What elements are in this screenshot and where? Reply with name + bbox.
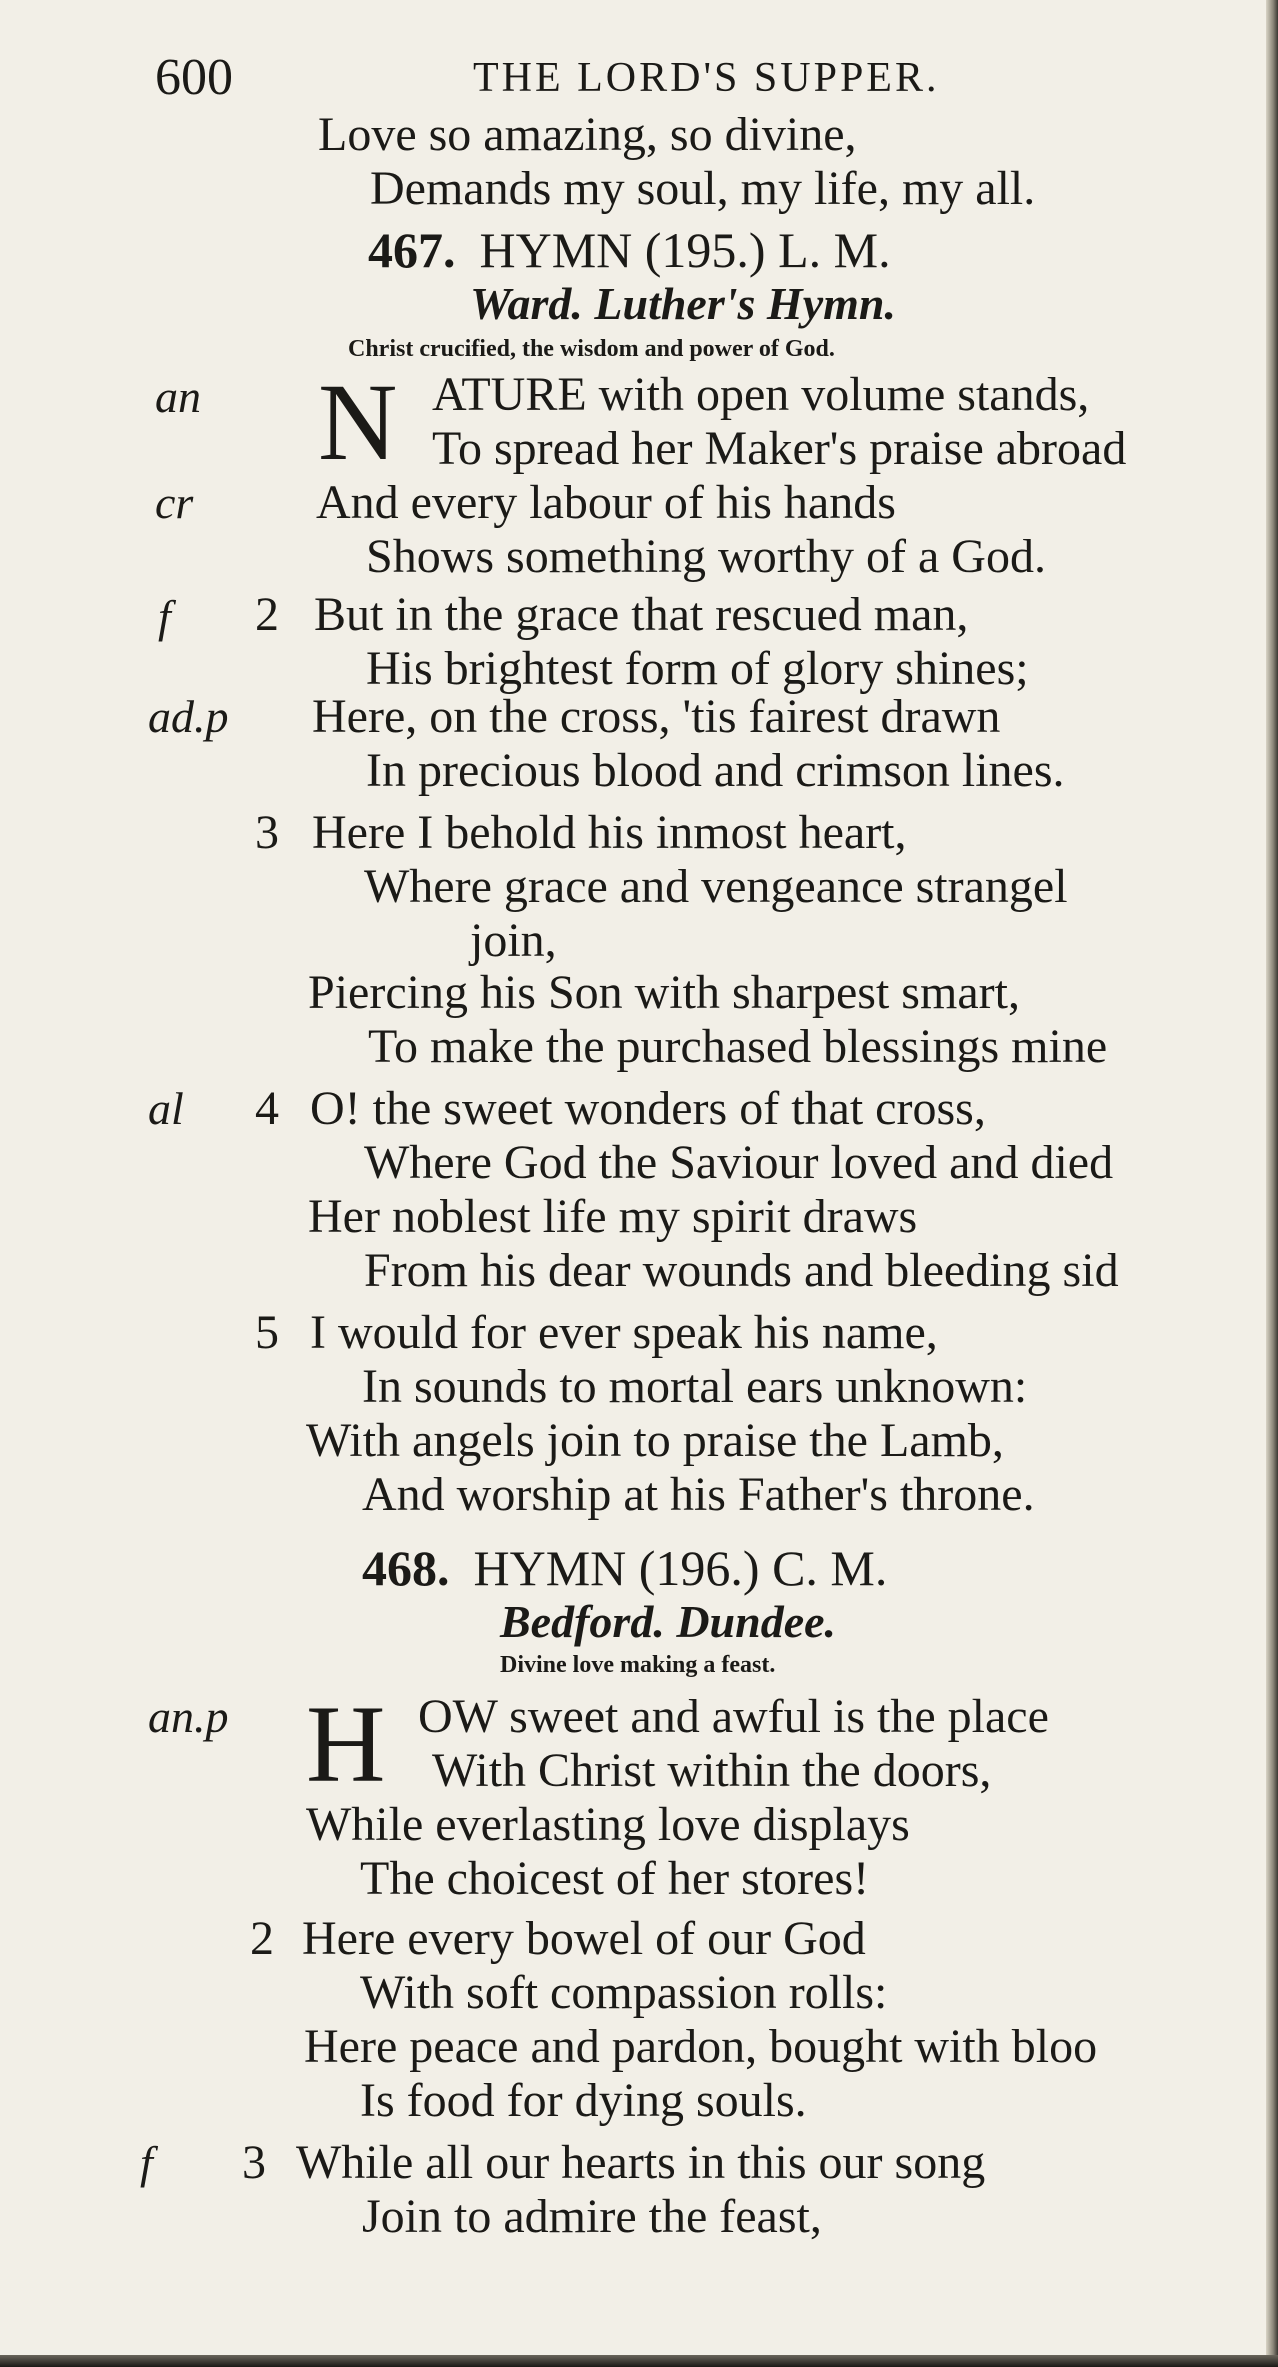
- hymn-467-line-11: join,: [470, 914, 557, 967]
- hymn-467-line-6: His brightest form of glory shines;: [366, 642, 1029, 695]
- hymn-468-line-8: Is food for dying souls.: [360, 2074, 807, 2127]
- hymn-467-line-20: With angels join to praise the Lamb,: [306, 1414, 1004, 1467]
- verse-number: 3: [242, 2136, 266, 2189]
- drop-cap: H: [306, 1683, 386, 1805]
- hymn-467-line-8: In precious blood and crimson lines.: [366, 744, 1065, 797]
- hymn-467-line-1: ATURE with open volume stands,: [432, 368, 1090, 421]
- drop-cap: N: [318, 361, 398, 483]
- hymn-468-heading: [362, 1540, 887, 1596]
- hymn-467-line-2: To spread her Maker's praise abroad: [432, 422, 1127, 475]
- hymn-468-line-5: Here every bowel of our God: [302, 1912, 866, 1965]
- hymn-468-line-2: With Christ within the doors,: [432, 1744, 992, 1797]
- performance-mark: an: [155, 371, 201, 422]
- page-number: 600: [155, 49, 233, 106]
- hymn-468-number: 468.: [362, 1540, 450, 1596]
- hymn-467-line-10: Where grace and vengeance strangel: [364, 860, 1068, 913]
- verse-number: 4: [255, 1082, 279, 1135]
- hymn-467-line-19: In sounds to mortal ears unknown:: [362, 1360, 1028, 1413]
- hymn-468-line-3: While everlasting love displays: [306, 1798, 910, 1851]
- bottom-rule: [0, 2355, 1278, 2367]
- hymn-467-line-4: Shows something worthy of a God.: [366, 530, 1046, 583]
- hymn-467-title: HYMN (195.) L. M.: [479, 222, 891, 278]
- verse-number: 2: [250, 1912, 274, 1965]
- opening-line-1: Love so amazing, so divine,: [318, 108, 857, 161]
- hymn-468-line-7: Here peace and pardon, bought with bloo: [304, 2020, 1098, 2073]
- verse-number: 5: [255, 1306, 279, 1359]
- hymn-467-line-14: O! the sweet wonders of that cross,: [310, 1082, 986, 1135]
- hymn-468-line-1: OW sweet and awful is the place: [418, 1690, 1049, 1743]
- performance-mark: f: [140, 2137, 153, 2188]
- hymn-467-heading: [368, 222, 891, 278]
- verse-number: 2: [255, 588, 279, 641]
- hymn-468-tunes: Bedford. Dundee.: [500, 1596, 837, 1647]
- hymn-467-line-12: Piercing his Son with sharpest smart,: [308, 966, 1020, 1019]
- performance-mark: an.p: [148, 1691, 229, 1742]
- hymn-467-line-15: Where God the Saviour loved and died: [364, 1136, 1114, 1189]
- performance-mark: ad.p: [148, 691, 229, 742]
- hymn-467-line-18: I would for ever speak his name,: [310, 1306, 938, 1359]
- opening-line-2: Demands my soul, my life, my all.: [370, 162, 1036, 215]
- hymn-467-line-5: But in the grace that rescued man,: [314, 588, 969, 641]
- hymn-468-line-6: With soft compassion rolls:: [360, 1966, 888, 2019]
- performance-mark: cr: [155, 477, 194, 528]
- hymn-467-tunes: Ward. Luther's Hymn.: [470, 278, 896, 329]
- hymn-467-subject: Christ crucified, the wisdom and power of God.: [348, 336, 835, 362]
- hymn-467-line-13: To make the purchased blessings mine: [368, 1020, 1108, 1073]
- page-header: [155, 48, 1225, 108]
- hymn-467-line-16: Her noblest life my spirit draws: [308, 1190, 918, 1243]
- hymn-468-line-10: Join to admire the feast,: [362, 2190, 822, 2243]
- page-edge: [1266, 0, 1278, 2367]
- hymn-468-line-9: While all our hearts in this our song: [296, 2136, 986, 2189]
- hymn-467-line-7: Here, on the cross, 'tis fairest drawn: [312, 690, 1001, 743]
- hymn-468-subject: Divine love making a feast.: [500, 1652, 776, 1678]
- hymn-467-line-21: And worship at his Father's throne.: [362, 1468, 1035, 1521]
- hymn-467-line-9: Here I behold his inmost heart,: [312, 806, 907, 859]
- hymn-467-number: 467.: [368, 222, 456, 278]
- verse-number: 3: [255, 806, 279, 859]
- performance-mark: al: [148, 1083, 184, 1134]
- performance-mark: f: [158, 591, 171, 642]
- hymn-467-line-17: From his dear wounds and bleeding sid: [364, 1244, 1119, 1297]
- hymn-468-title: HYMN (196.) C. M.: [473, 1540, 888, 1596]
- running-title: THE LORD'S SUPPER.: [473, 55, 940, 101]
- hymn-467-line-3: And every labour of his hands: [316, 476, 896, 529]
- hymn-468-line-4: The choicest of her stores!: [360, 1852, 870, 1905]
